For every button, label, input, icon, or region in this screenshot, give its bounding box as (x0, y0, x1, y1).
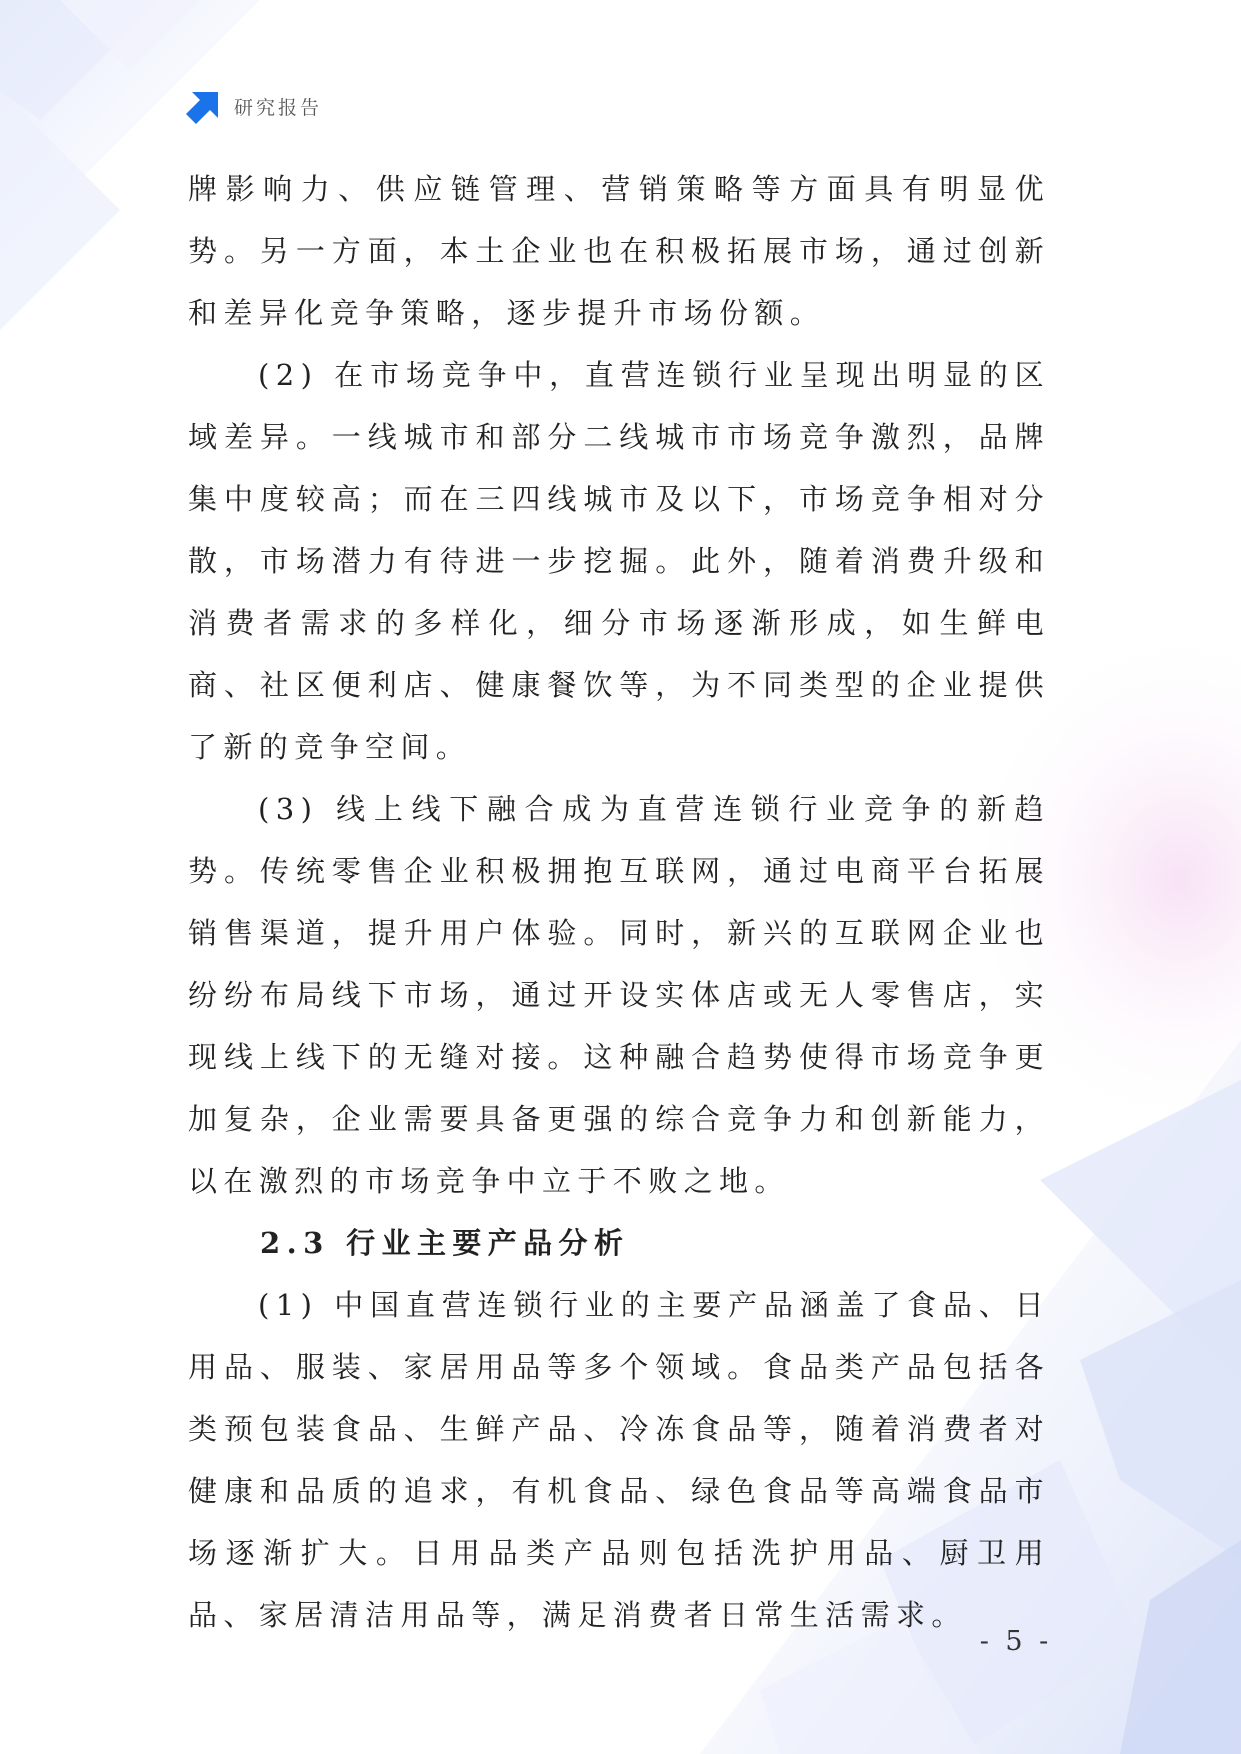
paragraph: (3) 线上线下融合成为直营连锁行业竞争的新趋势。传统零售企业积极拥抱互联网，通过电商平台拓展销售渠道，提升用户体验。同时，新兴的互联网企业也纷纷布局线下市场，通过开设实体店或无人零售店，实现线上线下的无缝对接。这种融合趋势使得市场竞争更加复杂，企业需要具备更强的综合竞争力和创新能力，以在激烈的市场竞争中立于不败之地。 (188, 792, 1050, 1198)
document-body (188, 158, 1050, 1646)
page-number: - 5 - (979, 1626, 1053, 1657)
page-header (186, 88, 322, 124)
paragraph: (2) 在市场竞争中，直营连锁行业呈现出明显的区域差异。一线城市和部分二线城市市场竞争激烈，品牌集中度较高；而在三四线城市及以下，市场竞争相对分散，市场潜力有待进一步挖掘。此外，随着消费升级和消费者需求的多样化，细分市场逐渐形成，如生鲜电商、社区便利店、健康餐饮等，为不同类型的企业提供了新的竞争空间。 (188, 358, 1050, 764)
arrow-up-right-icon (186, 88, 222, 124)
paragraph: 牌影响力、供应链管理、营销策略等方面具有明显优势。另一方面，本土企业也在积极拓展市场，通过创新和差异化竞争策略，逐步提升市场份额。 (188, 172, 1050, 330)
header-title: 研究报告 (234, 96, 323, 119)
section-heading: 2.3 行业主要产品分析 (260, 1226, 630, 1260)
paragraph: (1) 中国直营连锁行业的主要产品涵盖了食品、日用品、服装、家居用品等多个领域。食品类产品包括各类预包装食品、生鲜产品、冷冻食品等，随着消费者对健康和品质的追求，有机食品、绿色食品等高端食品市场逐渐扩大。日用品类产品则包括洗护用品、厨卫用品、家居清洁用品等，满足消费者日常生活需求。 (188, 1288, 1050, 1632)
